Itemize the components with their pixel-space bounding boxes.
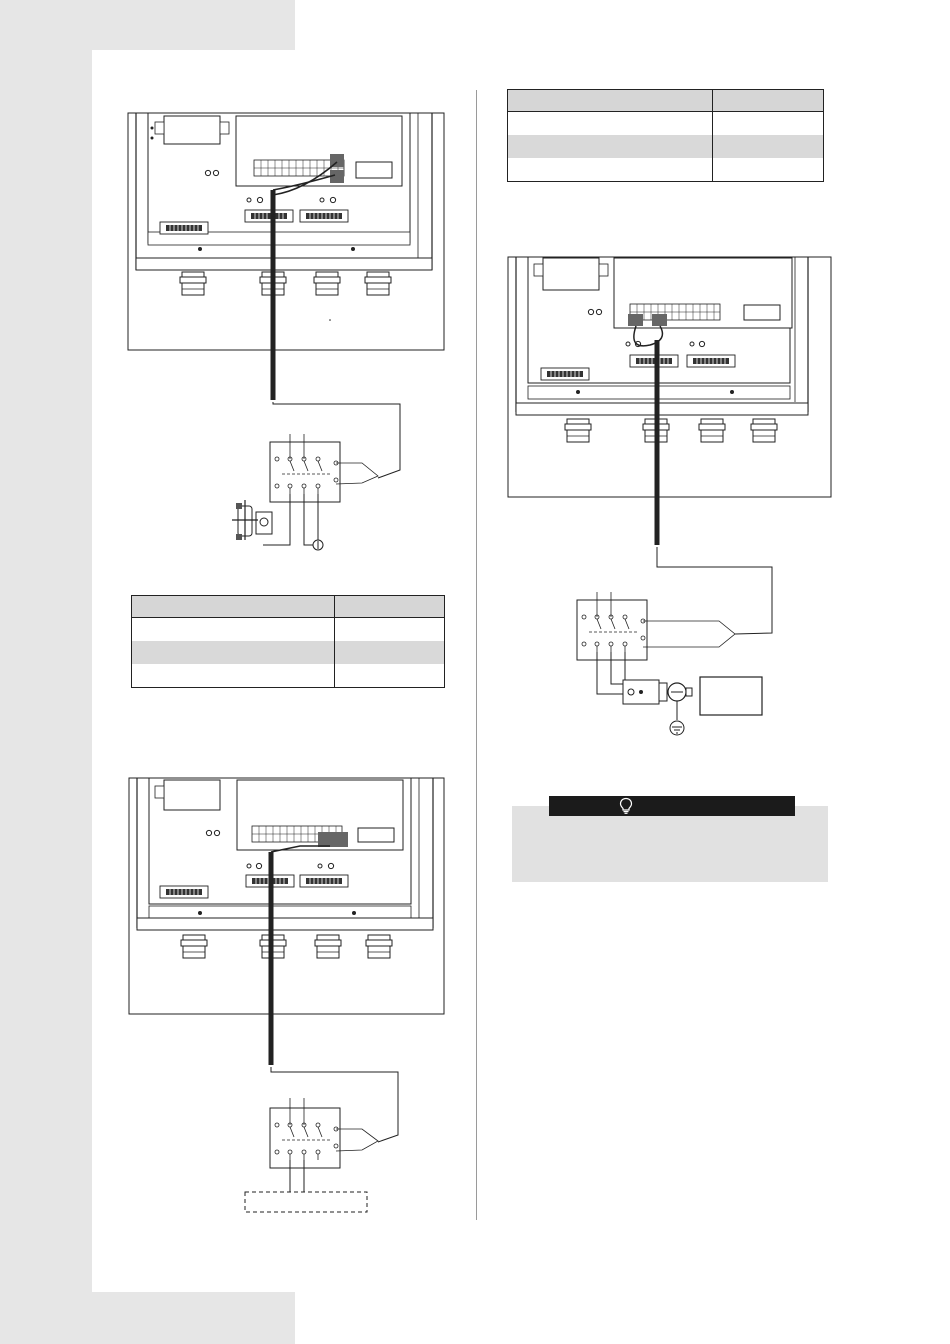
- table-cell: [508, 158, 713, 182]
- table-row: [132, 641, 445, 664]
- note-header-bar: [549, 796, 795, 816]
- table-header-row: [508, 90, 824, 112]
- spec-table-left: [131, 595, 445, 688]
- table-cell: [132, 641, 335, 664]
- table-header-cell: [508, 90, 713, 112]
- table-row: [508, 112, 824, 136]
- table-row: [508, 135, 824, 158]
- table-cell: [713, 112, 824, 136]
- table-cell: [335, 664, 445, 688]
- table-cell: [132, 664, 335, 688]
- lightbulb-icon: [618, 797, 634, 815]
- table-cell: [508, 112, 713, 136]
- note-box: [512, 806, 828, 882]
- solar-wiring-diagram: [129, 778, 444, 1212]
- table-row: [132, 664, 445, 688]
- table-cell: [132, 618, 335, 642]
- pump-wiring-diagram: [128, 113, 444, 550]
- table-cell: [335, 618, 445, 642]
- table-header-cell: [132, 596, 335, 618]
- table-cell: [335, 641, 445, 664]
- table-header-cell: [335, 596, 445, 618]
- table-row: [132, 618, 445, 642]
- table-row: [508, 158, 824, 182]
- table-header-row: [132, 596, 445, 618]
- table-cell: [713, 135, 824, 158]
- table-header-cell: [713, 90, 824, 112]
- spec-table-right: [507, 89, 824, 182]
- table-cell: [508, 135, 713, 158]
- motor-wiring-diagram: [508, 257, 831, 735]
- table-cell: [713, 158, 824, 182]
